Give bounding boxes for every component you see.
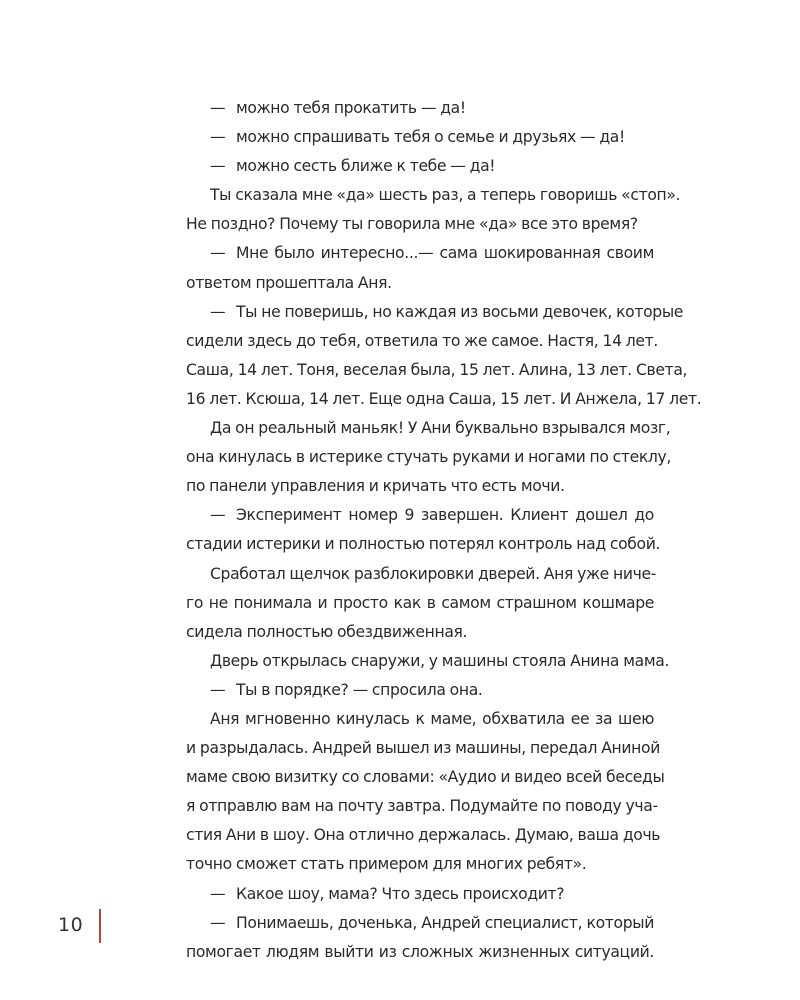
text-line-content: маме свою визитку со словами: «Аудио и видео всей беседы (186, 768, 665, 787)
text-line-content: го не понимала и просто как в самом страшном кошмаре (186, 593, 654, 612)
text-line (186, 239, 654, 268)
dialogue-dash: — (210, 244, 226, 263)
text-line (186, 269, 654, 298)
text-line (186, 763, 665, 792)
text-line-content: Саша, 14 лет. Тоня, веселая была, 15 лет. Алина, 13 лет. Света, (186, 360, 688, 379)
text-line (186, 123, 654, 152)
text-line-content: и разрыдалась. Андрей вышел из машины, передал Аниной (186, 739, 660, 758)
text-line-content: Да он реальный маньяк! У Ани буквально взрывался мозг, (210, 419, 671, 438)
text-line (186, 181, 681, 210)
text-line-content: стадии истерики и полностью потерял контроль над собой. (186, 535, 661, 554)
text-line (186, 501, 654, 530)
text-line-content: сидели здесь до тебя, ответила то же самое. Настя, 14 лет. (186, 331, 658, 350)
text-line-content: помогает людям выйти из сложных жизненных ситуаций. (186, 942, 654, 961)
text-line-content: Эксперимент номер 9 завершен. Клиент дошел до (236, 506, 654, 525)
text-line-content: ответом прошептала Аня. (186, 273, 392, 292)
text-line (186, 909, 654, 938)
text-line-content: можно сесть ближе к тебе — да! (236, 157, 496, 176)
text-line (186, 414, 671, 443)
text-line (186, 705, 654, 734)
text-line-content: Мне было интересно...— сама шокированная своим (236, 244, 654, 263)
dialogue-dash: — (210, 884, 226, 903)
text-line-content: Сработал щелчок разблокировки дверей. Аня уже ниче- (210, 564, 657, 583)
text-line (186, 94, 654, 123)
text-line (186, 647, 670, 676)
text-line-content: Ты не поверишь, но каждая из восьми девочек, которые (236, 302, 684, 321)
text-line-content: Ты в порядке? — спросила она. (236, 680, 483, 699)
text-line-content: она кинулась в истерике стучать руками и ногами по стеклу, (186, 448, 671, 467)
text-line (186, 734, 660, 763)
text-line (186, 560, 657, 589)
dialogue-dash: — (210, 128, 226, 147)
text-line (186, 530, 661, 559)
text-line (186, 443, 671, 472)
text-line-content: можно спрашивать тебя о семье и друзьях — да! (236, 128, 625, 147)
text-line (186, 210, 654, 239)
text-line-content: Какое шоу, мама? Что здесь происходит? (236, 884, 565, 903)
text-line-content: я отправлю вам на почту завтра. Подумайте по поводу уча- (186, 797, 658, 816)
text-line-content: 16 лет. Ксюша, 14 лет. Еще одна Саша, 15 лет. И Анжела, 17 лет. (186, 389, 702, 408)
text-line (186, 821, 661, 850)
text-line (186, 589, 654, 618)
text-line-content: точно сможет стать примером для многих ребят». (186, 855, 587, 874)
text-line-content: можно тебя прокатить — да! (236, 99, 466, 117)
text-line (186, 676, 654, 705)
dialogue-dash: — (210, 157, 226, 176)
text-line (186, 618, 654, 647)
page-body-text (186, 94, 702, 967)
text-line-content: Ты сказала мне «да» шесть раз, а теперь говоришь «стоп». (210, 186, 681, 205)
text-line-content: Аня мгновенно кинулась к маме, обхватила ее за шею (210, 709, 654, 728)
dialogue-dash: — (210, 913, 226, 932)
text-line (186, 298, 684, 327)
text-line (186, 850, 654, 879)
dialogue-dash: — (210, 99, 226, 117)
text-line (186, 356, 688, 385)
text-line (186, 327, 658, 356)
text-line (186, 880, 654, 909)
text-line (186, 152, 654, 181)
text-line-content: Понимаешь, доченька, Андрей специалист, который (236, 913, 654, 932)
text-line-content: сидела полностью обездвиженная. (186, 622, 468, 641)
dialogue-dash: — (210, 302, 226, 321)
text-line (186, 472, 654, 501)
page-number-divider (99, 909, 101, 943)
text-line (186, 938, 654, 967)
text-line (186, 385, 702, 414)
text-line-content: стия Ани в шоу. Она отлично держалась. Думаю, ваша дочь (186, 826, 661, 845)
text-line-content: по панели управления и кричать что есть мочи. (186, 477, 565, 496)
text-line (186, 792, 658, 821)
page-number: 10 (58, 914, 84, 936)
text-line-content: Не поздно? Почему ты говорила мне «да» все это время? (186, 215, 638, 234)
text-line-content: Дверь открылась снаружи, у машины стояла Анина мама. (210, 651, 670, 670)
dialogue-dash: — (210, 680, 226, 699)
dialogue-dash: — (210, 506, 226, 525)
